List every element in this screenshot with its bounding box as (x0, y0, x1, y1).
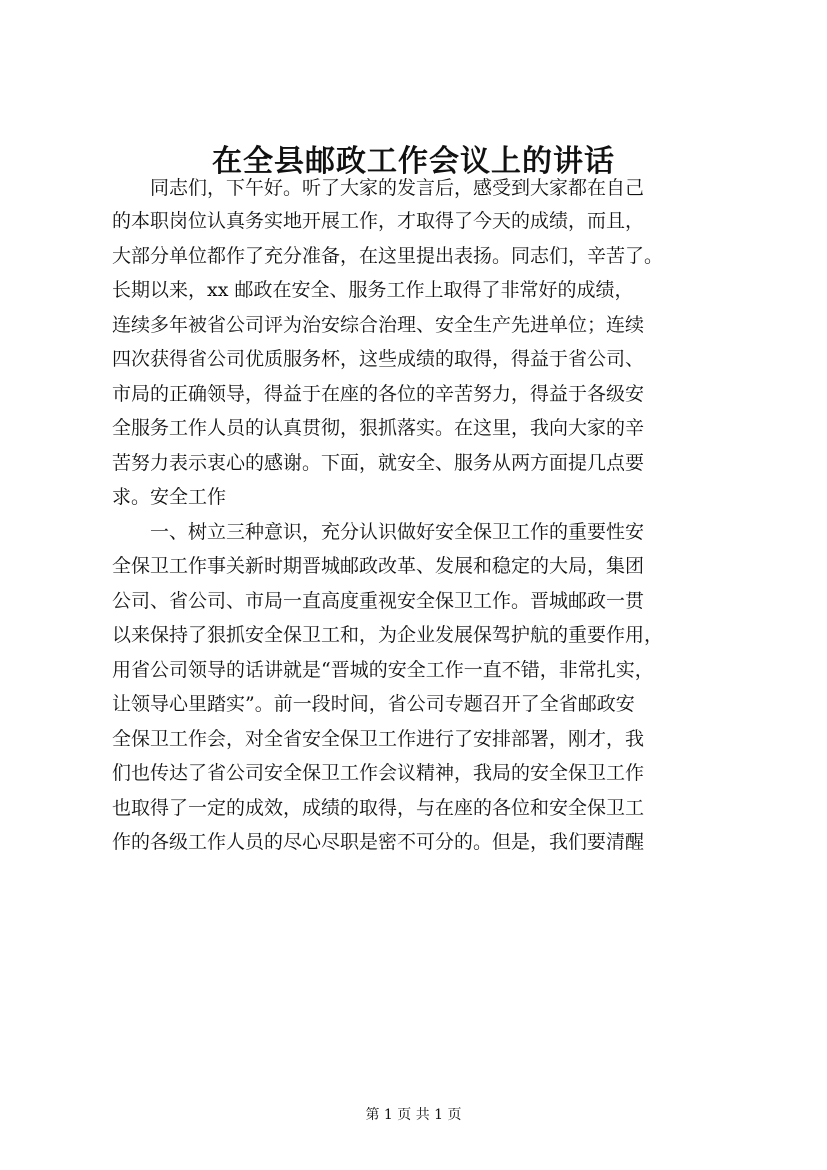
paragraph-line: 大部分单位都作了充分准备，在这里提出表扬。同志们，辛苦了。 (112, 244, 664, 267)
paragraph-line: 全保卫工作会，对全省安全保卫工作进行了安排部署，刚才，我 (112, 727, 645, 750)
paragraph-line: 长期以来，xx 邮政在安全、服务工作上取得了非常好的成绩， (112, 279, 634, 301)
page-title: 在全县邮政工作会议上的讲话 (212, 144, 615, 179)
paragraph-line: 们也传达了省公司安全保卫工作会议精神，我局的安全保卫工作 (112, 762, 645, 784)
paragraph-line: 苦努力表示衷心的感谢。下面，就安全、服务从两方面提几点要 (112, 451, 645, 474)
paragraph-line: 用省公司领导的话讲就是“晋城的安全工作一直不错，非常扎实， (112, 658, 654, 681)
paragraph-line: 四次获得省公司优质服务杯，这些成绩的取得，得益于省公司、 (112, 348, 645, 370)
paragraph-line: 求。安全工作 (112, 486, 227, 508)
paragraph-line: 市局的正确领导，得益于在座的各位的辛苦努力，得益于各级安 (112, 382, 645, 405)
page-footer: 第 1 页 共 1 页 (365, 1107, 462, 1123)
paragraph-line: 的本职岗位认真务实地开展工作，才取得了今天的成绩，而且， (112, 210, 645, 232)
paragraph-line: 作的各级工作人员的尽心尽职是密不可分的。但是，我们要清醒 (112, 831, 645, 853)
body-text (112, 172, 742, 860)
paragraph-line: 一、树立三种意识，充分认识做好安全保卫工作的重要性安 (150, 520, 645, 543)
paragraph-line: 全保卫工作事关新时期晋城邮政改革、发展和稳定的大局，集团 (112, 555, 645, 577)
paragraph-line: 以来保持了狠抓安全保卫工和，为企业发展保驾护航的重要作用， (112, 624, 664, 646)
paragraph-line: 连续多年被省公司评为治安综合治理、安全生产先进单位；连续 (112, 313, 645, 336)
paragraph-line: 公司、省公司、市局一直高度重视安全保卫工作。晋城邮政一贯 (112, 589, 645, 612)
paragraph-line: 让领导心里踏实”。前一段时间，省公司专题召开了全省邮政安 (112, 693, 635, 715)
paragraph-line: 全服务工作人员的认真贯彻，狠抓落实。在这里，我向大家的辛 (112, 417, 645, 439)
paragraph-line: 同志们，下午好。听了大家的发言后，感受到大家都在自己 (150, 177, 645, 199)
paragraph-line: 也取得了一定的成效，成绩的取得，与在座的各位和安全保卫工 (112, 796, 645, 819)
